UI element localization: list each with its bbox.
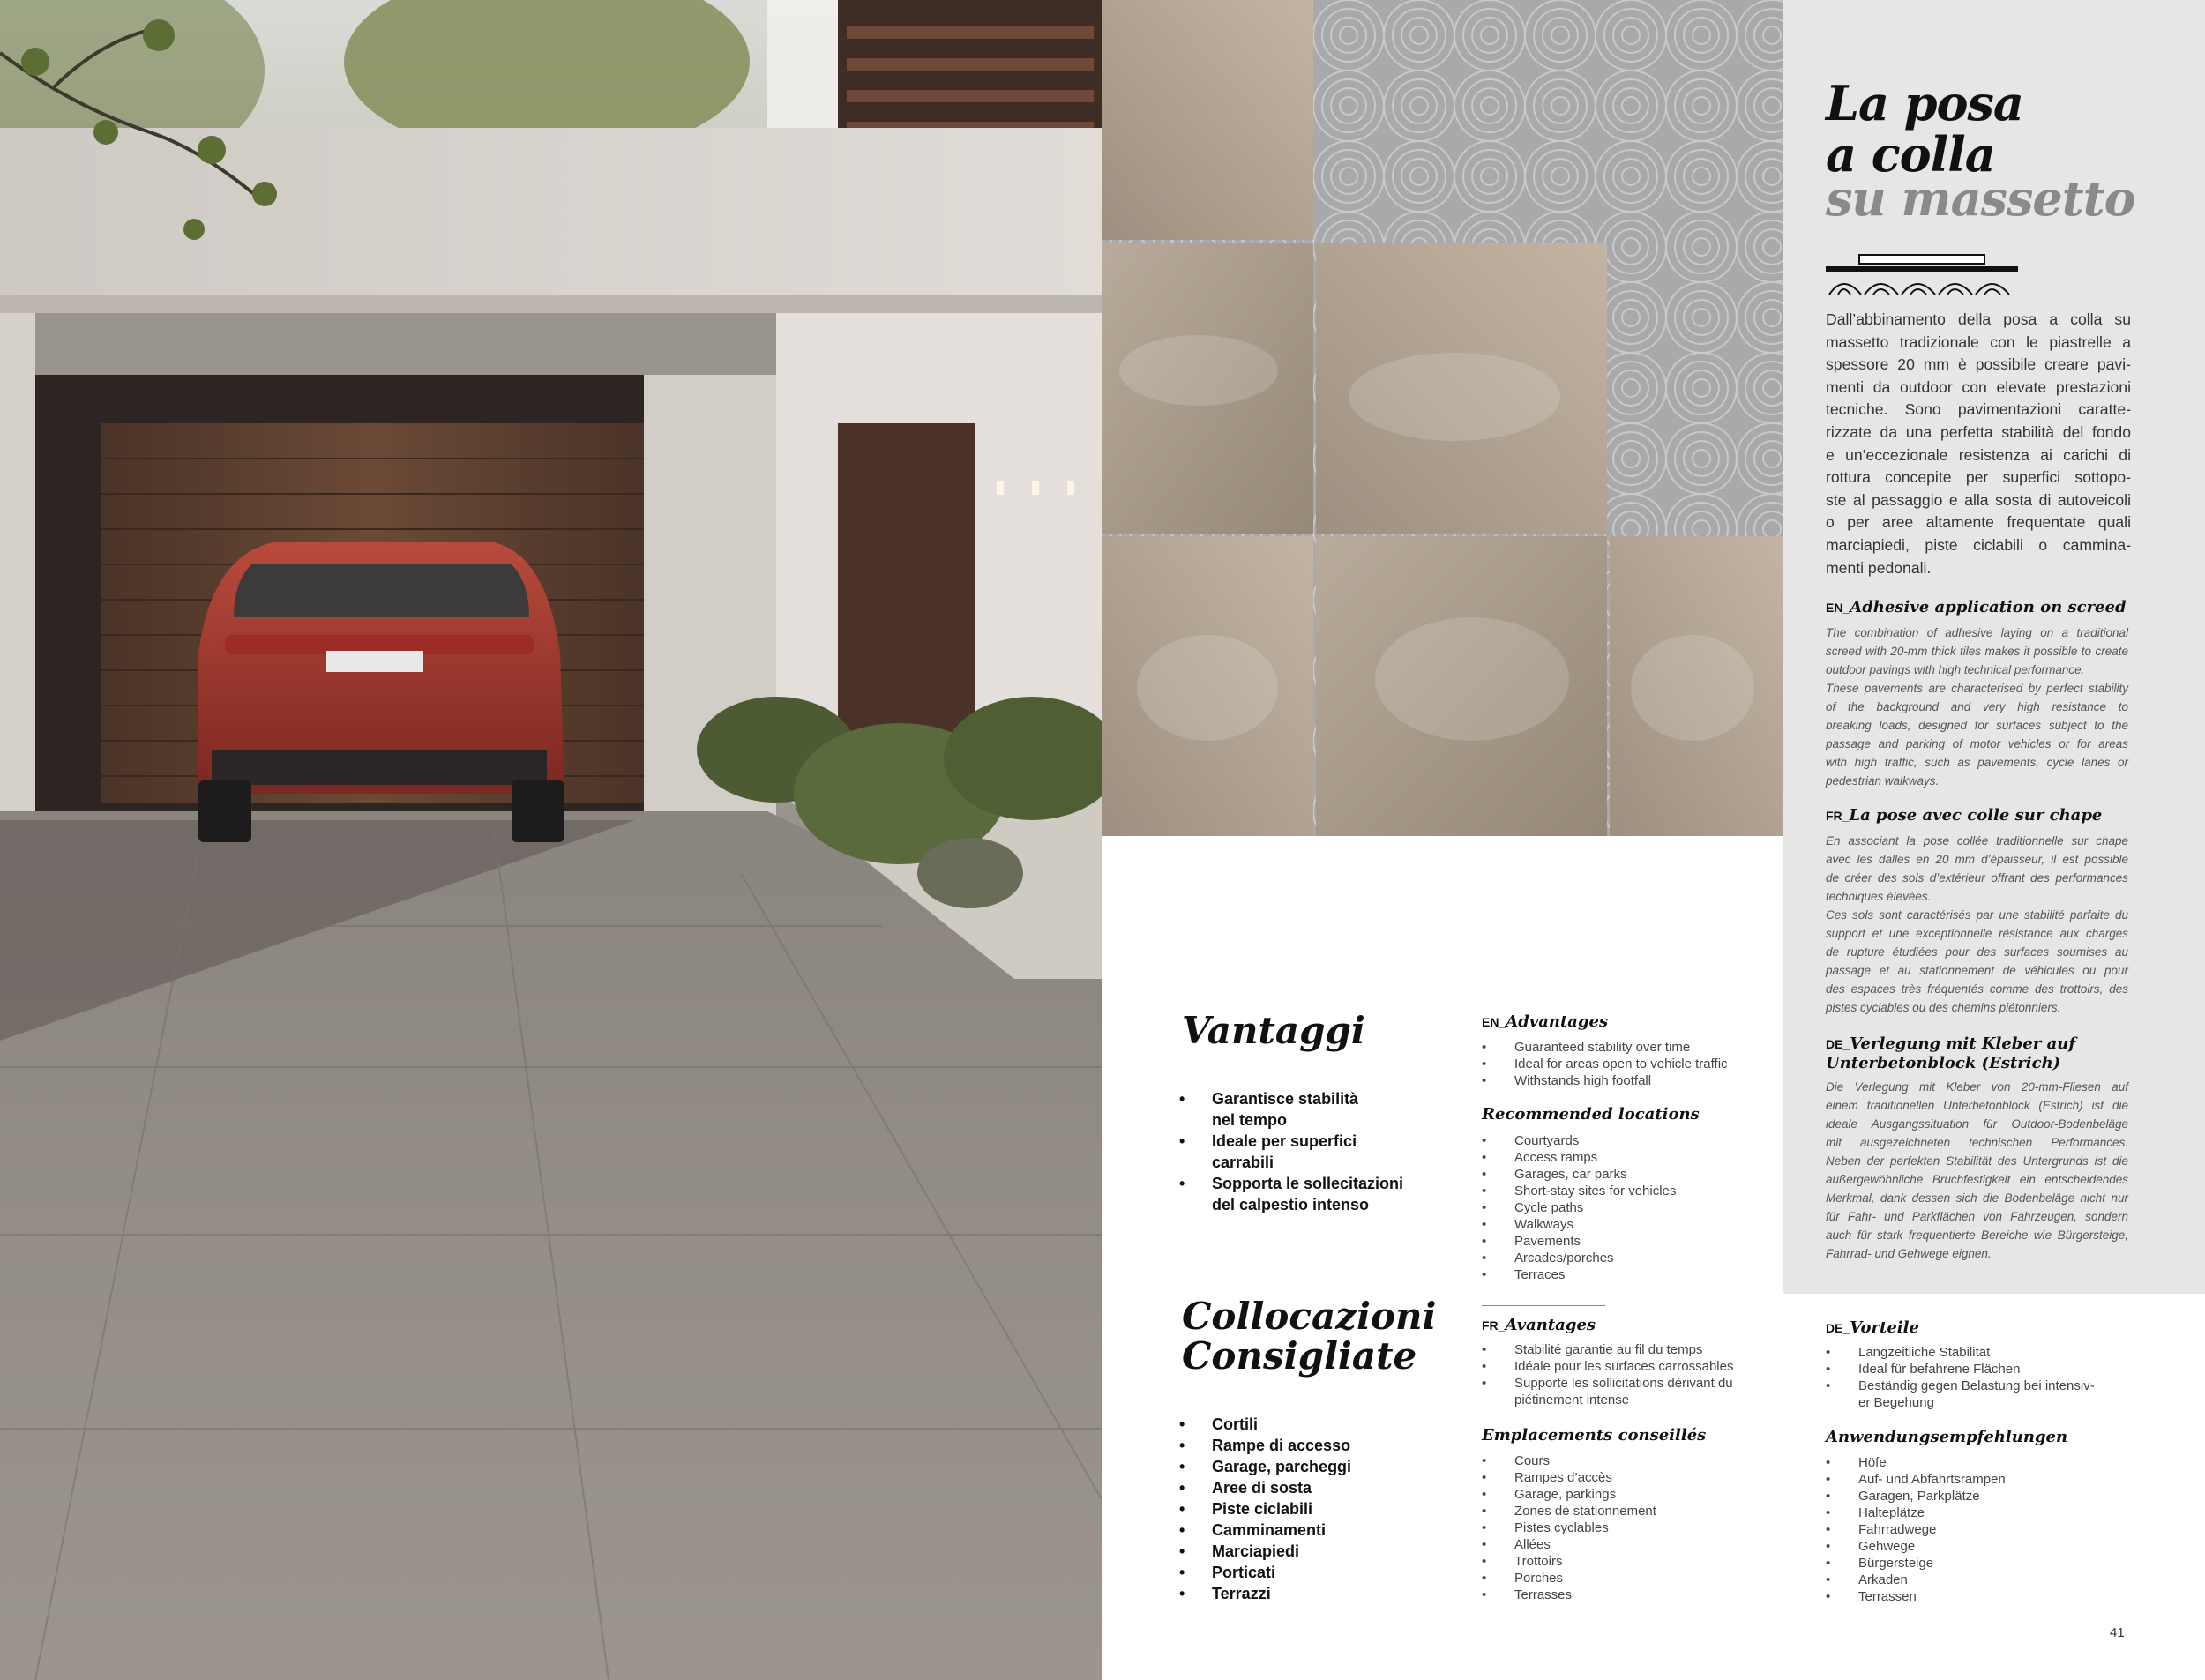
list-item: • Rampes d’accès <box>1482 1469 1773 1486</box>
list-item: • Pistes cyclables <box>1482 1519 1773 1536</box>
fr-line: de rupture étudiées pour des surfaces soumises au <box>1826 945 2128 959</box>
list-item: • Ideal for areas open to vehicle traffic <box>1482 1056 1773 1072</box>
de-adv-heading-text: Vorteile <box>1850 1318 1919 1337</box>
en-line: of the background and very high resistance to <box>1826 700 2128 713</box>
en-locations-heading <box>1482 1105 1700 1124</box>
de-heading-line-2: Unterbetonblock (Estrich) <box>1826 1054 2061 1072</box>
list-item: • Cours <box>1482 1452 1773 1469</box>
intro-line: e un’eccezionale resistenza ai carichi di <box>1826 445 2131 464</box>
fr-line: support et une exceptionnelle résistance aux charges <box>1826 927 2128 940</box>
list-item-line: Supporte les sollicitations dérivant du <box>1514 1376 1733 1391</box>
list-item: • Marciapiedi <box>1179 1541 1444 1562</box>
list-item: • Rampe di accesso <box>1179 1435 1444 1456</box>
intro-line: menti pedonali. <box>1826 558 1932 577</box>
list-item: • Idéale pour les surfaces carrossables <box>1482 1358 1773 1375</box>
en-adv-heading-text: Advantages <box>1506 1012 1609 1031</box>
list-item: • Cycle paths <box>1482 1199 1773 1216</box>
intro-line: massetto tradizionale con le piastrelle a <box>1826 332 2131 351</box>
list-item-line: Sopporta le sollecitazioni <box>1212 1175 1404 1192</box>
list-item: • Garages, car parks <box>1482 1166 1773 1183</box>
list-item: • Arcades/porches <box>1482 1250 1773 1266</box>
collocazioni-heading-line-2: Consigliate <box>1182 1334 1417 1378</box>
de-line: ideale Ausgangssituation für Outdoor-Bodenbeläge <box>1826 1117 2128 1131</box>
collocazioni-list <box>1179 1414 1444 1604</box>
list-item <box>1179 1131 1444 1173</box>
en-loc-heading-text: Recommended locations <box>1482 1105 1700 1124</box>
de-line: außergewöhnliche Bruchfestigkeit ein entscheidendes <box>1826 1173 2128 1186</box>
fr-line: En associant la pose collée traditionnelle sur chape <box>1826 834 2128 847</box>
list-item <box>1482 1375 1773 1408</box>
list-item: • Fahrradwege <box>1826 1521 2117 1538</box>
list-item: • Courtyards <box>1482 1132 1773 1149</box>
list-item: • Camminamenti <box>1179 1519 1444 1541</box>
fr-loc-heading-text: Emplacements conseillés <box>1482 1426 1707 1445</box>
de-advantages-list <box>1826 1344 2117 1411</box>
list-item: • Arkaden <box>1826 1572 2117 1588</box>
list-item: • Terrasses <box>1482 1587 1773 1603</box>
de-line: einem traditionellen Unterbetonblock (Estrich) ist die <box>1826 1099 2128 1112</box>
title-line-2: a colla <box>1826 126 1995 183</box>
list-item: • Garagen, Parkplätze <box>1826 1488 2117 1505</box>
list-item: • Pavements <box>1482 1233 1773 1250</box>
list-item-line: Ideale per superfici <box>1212 1132 1357 1150</box>
intro-line: spessore 20 mm è possibile creare pavi- <box>1826 355 2131 374</box>
list-item <box>1179 1088 1444 1131</box>
en-line: The combination of adhesive laying on a traditional <box>1826 626 2128 639</box>
intro-line: ste al passaggio e alla sosta di autoveicoli <box>1826 490 2131 509</box>
fr-heading-text: La pose avec colle sur chape <box>1849 806 2103 825</box>
en-heading <box>1826 598 2127 616</box>
laying-diagram-icon <box>1826 254 2018 295</box>
list-item: • Porches <box>1482 1570 1773 1587</box>
list-item: • Aree di sosta <box>1179 1477 1444 1498</box>
en-prefix: EN_ <box>1826 601 1850 615</box>
list-item: • Allées <box>1482 1536 1773 1553</box>
fr-advantages-heading <box>1482 1316 1596 1334</box>
list-item: • Access ramps <box>1482 1149 1773 1166</box>
de-line: für Fahr- und Parkflächen von Fahrzeugen, sondern <box>1826 1210 2128 1223</box>
en-line: breaking loads, designed for surfaces subject to the <box>1826 719 2128 732</box>
fr-advantages-list <box>1482 1341 1773 1408</box>
de-line: Neben der perfekten Stabilität des Untergrunds ist die <box>1826 1154 2128 1168</box>
list-item: • Guaranteed stability over time <box>1482 1039 1773 1056</box>
de-loc-heading-text: Anwendungsempfehlungen <box>1826 1428 2068 1446</box>
collocazioni-heading-line-1: Collocazioni <box>1182 1295 1437 1338</box>
list-item: • Stabilité garantie au fil du temps <box>1482 1341 1773 1358</box>
list-item-line: er Begehung <box>1858 1395 1934 1410</box>
fr-line: Ces sols sont caractérisés par une stabilité parfaite du <box>1826 908 2128 922</box>
driveway-photo <box>0 0 1102 1680</box>
vantaggi-list <box>1179 1088 1444 1215</box>
en-text <box>1826 623 2128 790</box>
list-item: • Ideal für befahrene Flächen <box>1826 1361 2117 1378</box>
list-item: • Langzeitliche Stabilität <box>1826 1344 2117 1361</box>
vantaggi-heading: Vantaggi <box>1182 1009 1365 1052</box>
de-line: mit ausgezeichneten technischen Performances. <box>1826 1136 2128 1149</box>
list-item: • Auf- und Abfahrtsrampen <box>1826 1471 2117 1488</box>
list-item: • Zones de stationnement <box>1482 1503 1773 1519</box>
tile-adhesive-photo <box>1102 0 1783 836</box>
title-line-3: su massetto <box>1826 170 2135 227</box>
collocazioni-heading <box>1182 1296 1436 1376</box>
intro-line: tecniche. Sono pavimentazioni caratte- <box>1826 400 2131 419</box>
de-line: auch für stark frequentierte Bereiche wie Bürgersteige, <box>1826 1228 2128 1242</box>
fr-line: techniques élevées. <box>1826 890 1932 903</box>
de-adv-prefix: DE_ <box>1826 1321 1850 1335</box>
en-advantages-list <box>1482 1039 1773 1089</box>
de-prefix: DE_ <box>1826 1037 1850 1051</box>
list-item-line: del calpestio intenso <box>1212 1196 1370 1213</box>
list-item: • Walkways <box>1482 1216 1773 1233</box>
de-line: Merkmal, dank dessen sich die Bodenbeläge nicht nur <box>1826 1191 2128 1205</box>
en-heading-text: Adhesive application on screed <box>1850 598 2127 616</box>
de-locations-heading <box>1826 1428 2067 1446</box>
list-item <box>1179 1173 1444 1215</box>
de-locations-list <box>1826 1454 2117 1605</box>
de-heading <box>1826 1034 2075 1073</box>
fr-line: pistes cyclables ou des chemins piétonniers. <box>1826 1001 2061 1014</box>
fr-line: de créer des sols d’extérieur offrant des performances <box>1826 871 2128 885</box>
en-locations-list <box>1482 1132 1773 1283</box>
list-item: • Trottoirs <box>1482 1553 1773 1570</box>
list-item: • Terrazzi <box>1179 1583 1444 1604</box>
en-line: pedestrian walkways. <box>1826 774 1940 788</box>
de-text <box>1826 1078 2128 1263</box>
list-item: • Short-stay sites for vehicles <box>1482 1183 1773 1199</box>
list-item: • Garage, parkings <box>1482 1486 1773 1503</box>
intro-line: Dall’abbinamento della posa a colla su <box>1826 310 2131 328</box>
fr-locations-list <box>1482 1452 1773 1603</box>
fr-prefix: FR_ <box>1826 809 1850 823</box>
de-line: Fahrrad- und Gehwege eignen. <box>1826 1247 1992 1260</box>
fr-locations-heading <box>1482 1426 1706 1445</box>
fr-adv-prefix: FR_ <box>1482 1318 1506 1333</box>
fr-text <box>1826 832 2128 1017</box>
list-item: • Höfe <box>1826 1454 2117 1471</box>
fr-heading <box>1826 806 2102 825</box>
en-line: screed with 20-mm thick tiles makes it possible to create <box>1826 645 2128 658</box>
list-item: • Piste ciclabili <box>1179 1498 1444 1519</box>
page-number: 41 <box>2110 1625 2125 1640</box>
intro-line: rizzate da una perfetta stabilità del fondo <box>1826 422 2131 441</box>
fr-adv-heading-text: Avantages <box>1505 1316 1596 1334</box>
en-line: passage and parking of motor vehicles or for areas <box>1826 737 2128 750</box>
list-item: • Terraces <box>1482 1266 1773 1283</box>
en-advantages-heading <box>1482 1012 1608 1031</box>
fr-line: des espaces très fréquentés comme des trottoirs, des <box>1826 982 2128 996</box>
en-adv-prefix: EN_ <box>1482 1015 1506 1029</box>
fr-line: passage et au stationnement de véhicules ou pour <box>1826 964 2128 977</box>
list-item-line: piétinement intense <box>1514 1393 1630 1407</box>
list-item <box>1826 1378 2117 1411</box>
list-item-line: carrabili <box>1212 1154 1274 1171</box>
list-item: • Gehwege <box>1826 1538 2117 1555</box>
title-line-1: La posa <box>1826 75 2023 131</box>
list-item-line: nel tempo <box>1212 1111 1288 1129</box>
list-item: • Porticati <box>1179 1562 1444 1583</box>
list-item: • Garage, parcheggi <box>1179 1456 1444 1477</box>
intro-line: o per aree altamente frequentate quali <box>1826 513 2131 532</box>
en-line: with high traffic, such as pavements, cycle lanes or <box>1826 756 2128 769</box>
de-advantages-heading <box>1826 1318 1919 1337</box>
intro-text <box>1826 309 2131 579</box>
de-line: Die Verlegung mit Kleber von 20-mm-Fliesen auf <box>1826 1080 2128 1094</box>
intro-line: marciapiedi, piste ciclabili o cammina- <box>1826 535 2131 554</box>
intro-line: rottura concepite per superfici sottopo- <box>1826 468 2131 487</box>
list-item: • Terrassen <box>1826 1588 2117 1605</box>
list-item: • Bürgersteige <box>1826 1555 2117 1572</box>
list-item-line: Beständig gegen Belastung bei intensiv- <box>1858 1378 2095 1393</box>
en-line: outdoor pavings with high technical performance. <box>1826 663 2085 676</box>
list-item: • Withstands high footfall <box>1482 1072 1773 1089</box>
list-item: • Halteplätze <box>1826 1505 2117 1521</box>
intro-line: menti da outdoor con elevate prestazioni <box>1826 377 2131 396</box>
de-heading-line-1: Verlegung mit Kleber auf <box>1850 1034 2076 1053</box>
en-line: These pavements are characterised by perfect stability <box>1826 682 2128 695</box>
list-item: • Cortili <box>1179 1414 1444 1435</box>
list-item-line: Garantisce stabilità <box>1212 1090 1359 1108</box>
fr-line: avec les dalles en 20 mm d’épaisseur, il est possible <box>1826 853 2128 866</box>
divider <box>1482 1305 1605 1306</box>
